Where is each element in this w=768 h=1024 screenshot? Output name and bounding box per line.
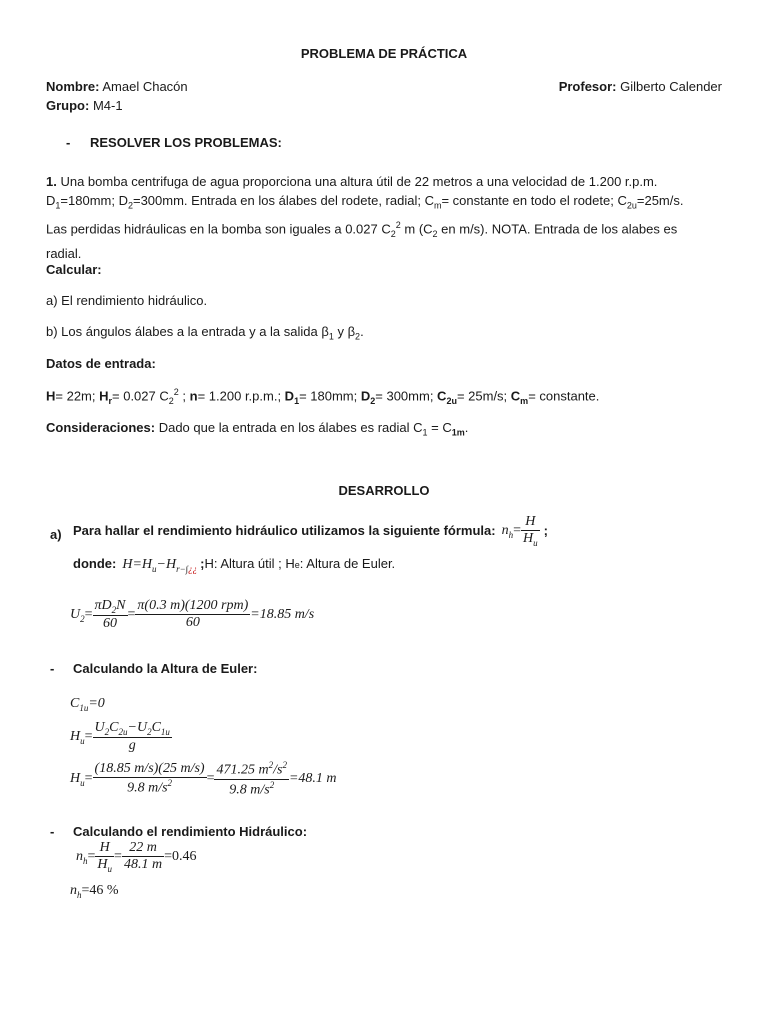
nh-numeric: $n_h$ = $\frac{H}{H_u}$ = $\frac{22 m}{48.1 m}$ =0.46: [76, 840, 197, 874]
bullet: -: [50, 824, 55, 839]
hu-formula: $H_u$ = $\frac{U_2C_{2u}-U_2C_{1u}}{g}$: [70, 720, 170, 753]
semicolon: ;: [543, 523, 548, 539]
datos-h-val: = 22m;: [55, 388, 100, 404]
text-nota: en m/s). NOTA. Entrada de los alabes es: [437, 220, 678, 236]
calcular-b-end: .: [360, 324, 364, 339]
sup: 2: [395, 219, 401, 230]
profesor-line: [559, 79, 722, 94]
sub: 2: [390, 228, 396, 239]
donde-line: [73, 556, 395, 574]
datos-n-val: = 1.200 r.p.m.;: [197, 388, 285, 404]
calcular-b-mid: y β: [333, 324, 356, 339]
consideraciones-end: .: [464, 420, 469, 435]
profesor-label: Profesor:: [558, 79, 617, 94]
desarrollo-title: DESARROLLO: [338, 483, 430, 498]
consideraciones-mid: = C: [427, 420, 452, 435]
problem-statement: [46, 172, 722, 263]
donde-text-2: : Altura de Euler.: [299, 556, 396, 571]
nh-fraction: $\frac{H}{H_u}$: [523, 514, 538, 548]
calcular-label: Calcular:: [46, 262, 102, 277]
datos-c2u-val: = 25m/s;: [456, 388, 511, 404]
text-c2u: = constante en todo el rodete; C: [441, 193, 627, 208]
euler-heading: Calculando la Altura de Euler:: [73, 661, 258, 676]
calcular-b-text: b) Los ángulos álabes a la entrada y a la salida β: [46, 324, 329, 339]
sep: ;: [178, 388, 190, 404]
datos-d2: D: [360, 388, 371, 404]
datos-n: n: [189, 388, 198, 404]
bullet: -: [50, 661, 55, 676]
h-definition: $H=H_u-H_{r-\int¿¿}$: [122, 557, 198, 574]
nh-symbol: $n_h$: [501, 522, 514, 540]
problem-line-3: [46, 216, 722, 244]
c1u-equation: $C_{1u}=0$: [70, 696, 105, 713]
problem-number: 1.: [46, 174, 57, 189]
sub: 2: [432, 228, 438, 239]
sub: m: [520, 395, 529, 406]
instructions-heading: RESOLVER LOS PROBLEMAS:: [90, 135, 282, 150]
problem-line-1: [46, 172, 722, 191]
problem-line-4: radial.: [46, 245, 82, 261]
grupo-line: [46, 98, 123, 113]
sub: 1m: [451, 427, 465, 438]
profesor-value: Gilberto Calender: [620, 79, 722, 94]
datos-values: [46, 387, 599, 406]
sub: 2: [168, 395, 174, 406]
part-a-line: Para hallar el rendimiento hidráulico utilizamos la siguiente fórmula: $n_h$ = $\frac{H}{H_u}$ ;: [73, 514, 548, 548]
consideraciones-label: Consideraciones:: [46, 420, 156, 435]
datos-cm: C: [510, 388, 521, 404]
text-d: D: [46, 193, 56, 208]
datos-d1: D: [284, 388, 295, 404]
sub: 1: [328, 331, 334, 342]
rendimiento-heading: Calculando el rendimiento Hidráulico:: [73, 824, 308, 839]
calcular-a: a) El rendimiento hidráulico.: [46, 293, 208, 308]
sub: e: [294, 560, 300, 570]
sub: 1: [422, 427, 428, 438]
nh-percent: $n_h=46$ %: [70, 883, 119, 900]
text-c2: m (C: [400, 220, 433, 236]
datos-cm-val: = constante.: [528, 388, 600, 404]
grupo-label: Grupo:: [46, 98, 90, 113]
page-title: PROBLEMA DE PRÁCTICA: [300, 46, 468, 61]
problem-text-1: Una bomba centrifuga de agua proporciona una altura útil de 22 metros a una velocidad de 1.200 r.p.m.: [60, 174, 658, 189]
sub: 2: [127, 200, 133, 211]
nombre-line: [46, 79, 188, 94]
sub: 2: [370, 395, 376, 406]
sub: 2u: [446, 395, 457, 406]
sub: 1: [294, 395, 300, 406]
datos-label: Datos de entrada:: [46, 356, 156, 371]
part-a-label: a): [50, 527, 62, 542]
consideraciones-text: Dado que la entrada en los álabes es radial C: [155, 420, 423, 435]
consideraciones: [46, 420, 468, 438]
donde-label: donde:: [73, 556, 117, 571]
nombre-label: Nombre:: [46, 79, 100, 94]
grupo-value: M4-1: [92, 98, 123, 113]
sup: 2: [173, 387, 179, 397]
datos-hr: H: [99, 388, 109, 404]
datos-hr-val: = 0.027 C: [112, 388, 169, 404]
nombre-value: Amael Chacón: [102, 79, 188, 94]
semicolon: ;: [200, 556, 205, 571]
u2-equation: $U_2$ = $\frac{\pi D_2N}{60}$ = $\frac{\text{π(0.3 m)(1200 rpm)}}{60}$ =18.85 m/s: [70, 598, 315, 631]
text-end: =25m/s.: [636, 193, 684, 208]
calcular-b: [46, 324, 364, 342]
sub: r: [108, 395, 113, 406]
text-d2: =180mm; D: [60, 193, 128, 208]
sub: 2u: [626, 200, 637, 211]
hu-numeric: $H_u$ = $\frac{(18.85 m/s)(25 m/s)}{9.8 m/s^2}$ = $\frac{471.25 m^2/s^2}{9.8 m/s^2}$ =48.1 m: [70, 760, 337, 798]
datos-c2u: C: [437, 388, 447, 404]
instructions-bullet: -: [66, 135, 71, 150]
donde-text: H: Altura útil ; H: [204, 556, 295, 571]
sub: 1: [55, 200, 61, 211]
text-cm: =300mm. Entrada en los álabes del rodete, radial; C: [132, 193, 434, 208]
datos-d2-val: = 300mm;: [375, 388, 438, 404]
datos-d1-val: = 180mm;: [299, 388, 361, 404]
part-a-text: Para hallar el rendimiento hidráulico utilizamos la siguiente fórmula:: [73, 523, 496, 539]
text-losses: Las perdidas hidráulicas en la bomba son iguales a 0.027 C: [46, 220, 391, 236]
sub: 2: [355, 331, 361, 342]
problem-line-2: [46, 191, 722, 216]
sub: m: [433, 200, 442, 211]
datos-h: H: [46, 388, 56, 404]
